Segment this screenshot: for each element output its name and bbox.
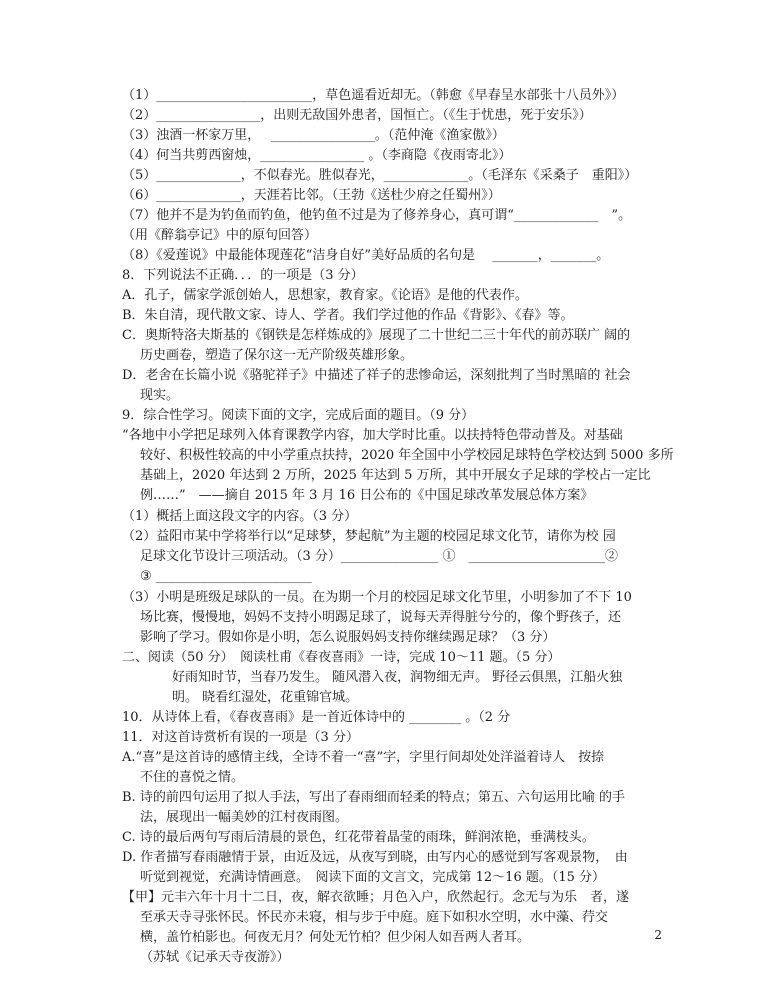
text-line: ③ ________________________ [140,569,312,584]
text-line: 法，展现出一幅美妙的江村夜雨图。 [140,810,349,825]
text-line: 听觉到视觉，充满诗情画意。 阅读下面的文言文，完成第 12～16 题。（15 分） [140,870,606,885]
option-b: B．朱自清，现代散文家、诗人、学者。我们学过他的作品《背影》、《春》等。 [122,308,574,323]
text-line: （3）小明是班级足球队的一员。在为期一个月的校园足球文化节里，小明参加了不下 10 [122,590,632,605]
text-line: （7）他并不是为钓鱼而钓鱼，他钓鱼不过是为了修养身心，真可谓“_____________ ”。 [122,208,632,223]
option-c: C. 诗的最后两句写雨后清晨的景色，红花带着晶莹的雨珠，鲜润浓艳，垂满枝头。 [122,830,595,845]
source-citation: （苏轼《记承天寺夜游》） [140,950,290,965]
text-line: （5）_____________，不似春光。胜似春光，_____________。（毛泽东《采桑子 重阳》） [122,168,638,183]
page-number: 2 [654,928,662,942]
section-heading: 二、阅读（50 分） 阅读杜甫《春夜喜雨》一诗，完成 10～11 题。（5 分） [122,650,561,665]
option-d: D．老舍在长篇小说《骆驼祥子》中描述了祥子的悲惨命运，深刻批判了当时黑暗的 社会 [122,368,631,383]
quote-text: 例……” ——摘自 2015 年 3 月 16 日公布的《中国足球改革发展总体方案》 [140,488,594,503]
text-line: 不住的喜悦之情。 [140,770,245,785]
quote-text: 基础上，2020 年达到 2 万所，2025 年达到 5 万所，其中开展女子足球的学校占一定比 [140,468,651,483]
quote-text: “各地中小学把足球列入体育课教学内容，加大学时比重。以扶持特色带动普及。对基础 [122,428,623,443]
text-line: （3）浊酒一杯家万里， ________________。（范仲淹《渔家傲》） [122,128,505,143]
option-d: D. 作者描写春雨融情于景，由近及远，从夜写到晓，由写内心的感觉到写客观景物， 由 [122,850,628,865]
option-c: C．奥斯特洛夫斯基的《钢铁是怎样炼成的》展现了二十世纪二三十年代的前苏联广 阔的 [122,328,631,343]
text-line: 足球文化节设计三项活动。（3 分）_______________ ① _____________________② [140,549,619,564]
text-line: （6）_____________，天涯若比邻。（王勃《送杜少府之任蜀州》） [122,188,501,203]
question-8-heading: 8．下列说法不正确．．．的一项是（3 分） [122,268,364,283]
poem-text: 好雨知时节，当春乃发生。 随风潜入夜，润物细无声。 野径云俱黑，江船火独 [172,670,623,685]
text-line: （4）何当共剪西窗烛，________________ 。（李商隐《夜雨寄北》） [122,148,512,163]
text-line: （2）________________，出则无敌国外患者，国恒亡。（《生于忧患，死于安乐》） [122,108,592,123]
text-line: （1）概括上面这段文字的内容。（3 分） [122,509,358,524]
text-line: 影响了学习。假如你是小明，怎么说服妈妈支持你继续踢足球？（3 分） [140,630,556,645]
classical-text: 【甲】元丰六年十月十二日，夜，解衣欲睡；月色入户，欣然起行。念无与为乐 者，遂 [122,890,630,905]
text-line: 场比赛，慢慢地，妈妈不支持小明踢足球了，说每天弄得脏兮兮的，像个野孩子，还 [140,610,622,625]
text-line: （用《醉翁亭记》中的原句回答） [122,228,318,243]
classical-text: 横，盖竹柏影也。何夜无月？何处无竹柏？但少闲人如吾两人者耳。 [140,930,531,945]
option-a: A．孔子，儒家学派创始人，思想家，教育家。《论语》是他的代表作。 [122,288,528,303]
poem-text: 明。 晓看红湿处，花重锦官城。 [172,690,359,705]
text-line: （8）《爱莲说》中最能体现莲花“洁身自好”美好品质的名句是 _______，_______。 [122,248,610,263]
text-line: （1）________________________，草色遥看近却无。（韩愈《早春呈水部张十八员外》） [122,88,625,103]
question-11-heading: 11．对这首诗赏析有误的一项是（3 分） [122,730,359,745]
text-line: 历史画卷，塑造了保尔这一无产阶级英雄形象。 [140,348,414,363]
text-line: （2）益阳市某中学将举行以“足球梦，梦起航”为主题的校园足球文化节，请你为校 园 [122,529,616,544]
quote-text: 较好、积极性较高的中小学重点扶持，2020 年全国中小学校园足球特色学校达到 5000 多所 [140,448,674,463]
classical-text: 至承天寺寻张怀民。怀民亦未寝，相与步于中庭。庭下如积水空明，水中藻、荇交 [140,910,609,925]
option-b: B. 诗的前四句运用了拟人手法，写出了春雨细而轻柔的特点；第五、六句运用比喻 的手 [122,790,625,805]
option-a: A.“喜”是这首诗的感情主线，全诗不着一“喜”字，字里行间却处处洋溢着诗人 按捺 [122,750,605,765]
question-9-heading: 9．综合性学习。阅读下面的文字，完成后面的题目。（9 分） [122,408,475,423]
text-line: 现实。 [140,388,180,403]
question-10: 10．从诗体上看，《春夜喜雨》是一首近体诗中的 ________ 。（2 分 [122,710,511,725]
